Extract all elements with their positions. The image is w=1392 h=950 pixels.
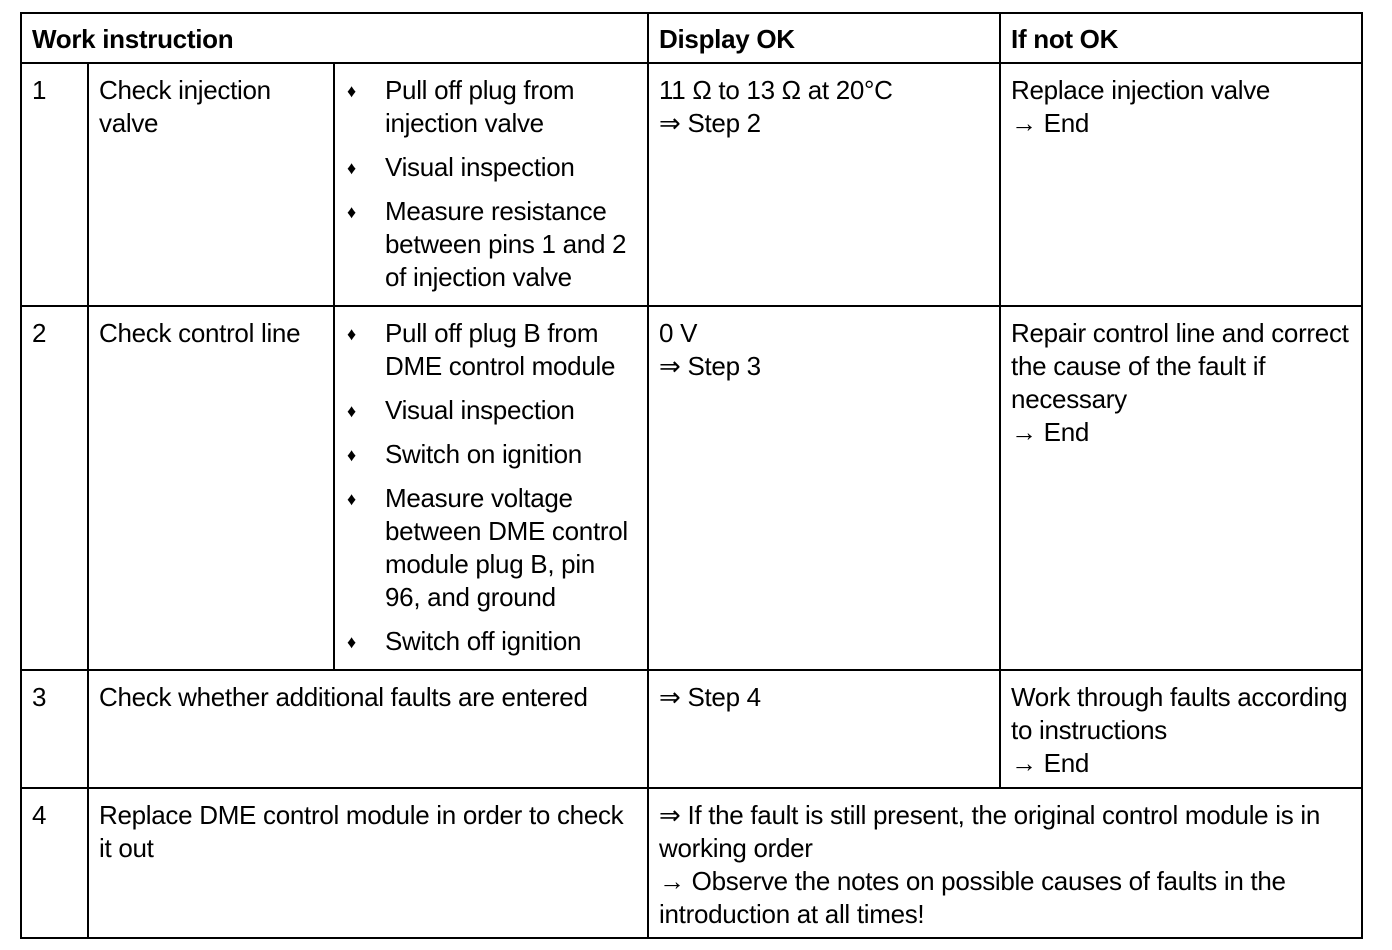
display-ok-next: ⇒ Step 3 [659, 351, 761, 381]
if-not-ok-action: Replace injection valve [1011, 75, 1271, 105]
action-item: ♦ Measure resistance between pins 1 and 2 of injection valve [347, 196, 627, 292]
bullet-icon: ♦ [347, 401, 356, 421]
actions-cell [334, 306, 648, 670]
display-ok-cell [648, 306, 1000, 670]
if-not-ok-action: Repair control line and correct the cause of the fault if necessary [1011, 318, 1349, 414]
result-line: → Observe the notes on possible causes of faults in the introduction at all times! [659, 866, 1286, 929]
action-item: ♦ Visual inspection [345, 151, 637, 184]
if-not-ok-cell [1000, 306, 1362, 670]
action-item: ♦ Measure voltage between DME control module plug B, pin 96, and ground [347, 483, 628, 612]
display-ok-cell [648, 670, 1000, 788]
action-item: ♦ Pull off plug B from DME control module [347, 318, 616, 381]
display-ok-cell [648, 63, 1000, 306]
check-label: Check whether additional faults are entered [88, 670, 648, 788]
step-number: 3 [21, 670, 88, 788]
check-label: Check control line [88, 306, 334, 670]
bullet-icon: ♦ [347, 445, 356, 465]
result-cell [648, 788, 1362, 938]
bullet-icon: ♦ [347, 202, 356, 222]
table-row [21, 788, 1362, 938]
check-label: Check injection valve [88, 63, 334, 306]
if-not-ok-next: → End [1011, 748, 1090, 778]
display-ok-next: ⇒ Step 2 [659, 108, 761, 138]
table-header-row [21, 13, 1362, 63]
display-ok-next: ⇒ Step 4 [659, 682, 761, 712]
work-instruction-table [20, 12, 1363, 939]
action-item: ♦ Switch on ignition [345, 438, 637, 471]
if-not-ok-action: Work through faults according to instructions [1011, 682, 1348, 745]
display-ok-value: 0 V [659, 318, 698, 348]
action-item: ♦ Visual inspection [345, 394, 637, 427]
step-number: 2 [21, 306, 88, 670]
header-if-not-ok: If not OK [1000, 13, 1362, 63]
if-not-ok-cell [1000, 670, 1362, 788]
bullet-icon: ♦ [347, 81, 356, 101]
action-list [345, 74, 637, 294]
bullet-icon: ♦ [347, 158, 356, 178]
display-ok-value: 11 Ω to 13 Ω at 20°C [659, 75, 893, 105]
header-work-instruction: Work instruction [21, 13, 648, 63]
action-item: ♦ Pull off plug from injection valve [347, 75, 575, 138]
if-not-ok-next: → End [1011, 108, 1090, 138]
table-row [21, 63, 1362, 306]
bullet-icon: ♦ [347, 324, 356, 344]
result-line: ⇒ If the fault is still present, the original control module is in working order [659, 800, 1321, 863]
bullet-icon: ♦ [347, 632, 356, 652]
header-display-ok: Display OK [648, 13, 1000, 63]
action-list [345, 317, 637, 658]
check-label: Replace DME control module in order to check it out [88, 788, 648, 938]
step-number: 1 [21, 63, 88, 306]
step-number: 4 [21, 788, 88, 938]
action-item: ♦ Switch off ignition [345, 625, 637, 658]
table-row [21, 306, 1362, 670]
bullet-icon: ♦ [347, 489, 356, 509]
work-instruction-page [20, 12, 1363, 939]
table-row [21, 670, 1362, 788]
if-not-ok-cell [1000, 63, 1362, 306]
actions-cell [334, 63, 648, 306]
if-not-ok-next: → End [1011, 417, 1090, 447]
